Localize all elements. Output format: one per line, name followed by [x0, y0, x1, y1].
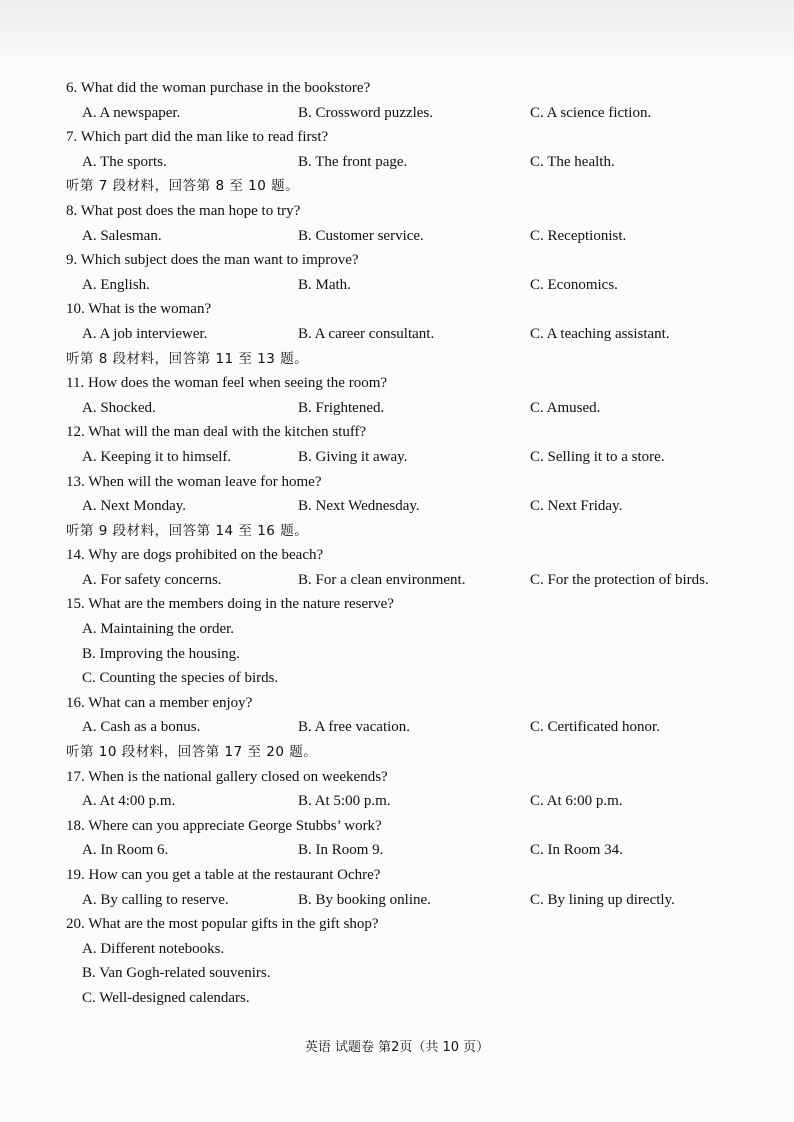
- options-row: [66, 494, 746, 519]
- options-row: [66, 888, 746, 913]
- question-stem: 9. Which subject does the man want to improve?: [66, 252, 359, 269]
- question-stem: 16. What can a member enjoy?: [66, 694, 253, 711]
- option-c: C. Selling it to a store.: [530, 448, 665, 465]
- option-b: B. Math.: [298, 276, 351, 293]
- option-b: B. The front page.: [298, 153, 408, 170]
- question-list: [66, 76, 746, 1011]
- option-c: C. A teaching assistant.: [530, 325, 670, 342]
- option-a: A. English.: [82, 276, 150, 293]
- option-b: B. In Room 9.: [298, 842, 384, 859]
- option-a: A. Next Monday.: [82, 498, 187, 515]
- option-c: C. Receptionist.: [530, 227, 627, 244]
- question-stem: 7. Which part did the man like to read first?: [66, 129, 329, 146]
- option-c: C. Certificated honor.: [530, 719, 660, 736]
- option-line: C. Well-designed calendars.: [82, 989, 250, 1006]
- option-a: A. Keeping it to himself.: [82, 448, 232, 465]
- options-row: [66, 568, 746, 593]
- option-c: C. A science fiction.: [530, 104, 652, 121]
- option-a: A. By calling to reserve.: [82, 891, 229, 908]
- option-b: B. A free vacation.: [298, 719, 411, 736]
- option-a: A. The sports.: [82, 153, 167, 170]
- question-stem: 17. When is the national gallery closed on weekends?: [66, 768, 388, 785]
- option-a: A. A newspaper.: [82, 104, 181, 121]
- section-instruction: 听第 9 段材料，回答第 14 至 16 题。: [66, 522, 309, 539]
- option-c: C. The health.: [530, 153, 615, 170]
- option-b: B. Crossword puzzles.: [298, 104, 433, 121]
- option-c: C. In Room 34.: [530, 842, 623, 859]
- options-row: [66, 101, 746, 126]
- scan-shadow: [0, 0, 794, 66]
- option-c: C. Amused.: [530, 399, 601, 416]
- question-stem: 11. How does the woman feel when seeing the room?: [66, 375, 388, 392]
- question-stem: 15. What are the members doing in the nature reserve?: [66, 596, 394, 613]
- options-row: [66, 273, 746, 298]
- option-a: A. At 4:00 p.m.: [82, 793, 176, 810]
- option-a: A. Shocked.: [82, 399, 156, 416]
- option-a: A. For safety concerns.: [82, 571, 222, 588]
- option-a: A. In Room 6.: [82, 842, 169, 859]
- question-stem: 20. What are the most popular gifts in the gift shop?: [66, 916, 379, 933]
- question-stem: 18. Where can you appreciate George Stubbs’ work?: [66, 817, 382, 834]
- option-b: B. For a clean environment.: [298, 571, 466, 588]
- option-c: C. For the protection of birds.: [530, 571, 709, 588]
- option-a: A. Salesman.: [82, 227, 162, 244]
- options-row: [66, 838, 746, 863]
- options-row: [66, 715, 746, 740]
- option-line: B. Improving the housing.: [82, 645, 240, 662]
- options-row: [66, 322, 746, 347]
- section-instruction: 听第 8 段材料，回答第 11 至 13 题。: [66, 350, 309, 367]
- option-line: A. Different notebooks.: [82, 940, 225, 957]
- section-instruction: 听第 10 段材料，回答第 17 至 20 题。: [66, 744, 318, 761]
- options-row: [66, 150, 746, 175]
- option-b: B. Giving it away.: [298, 448, 408, 465]
- option-b: B. By booking online.: [298, 891, 431, 908]
- option-c: C. Economics.: [530, 276, 618, 293]
- option-b: B. Next Wednesday.: [298, 498, 420, 515]
- option-line: A. Maintaining the order.: [82, 621, 235, 638]
- option-b: B. Frightened.: [298, 399, 385, 416]
- option-line: C. Counting the species of birds.: [82, 670, 279, 687]
- options-row: [66, 445, 746, 470]
- question-stem: 8. What post does the man hope to try?: [66, 202, 301, 219]
- question-stem: 13. When will the woman leave for home?: [66, 473, 322, 490]
- question-stem: 6. What did the woman purchase in the bookstore?: [66, 80, 371, 96]
- option-a: A. Cash as a bonus.: [82, 719, 201, 736]
- section-instruction: 听第 7 段材料，回答第 8 至 10 题。: [66, 178, 300, 195]
- page-footer: 英语 试题卷 第2页（共 10 页）: [304, 1040, 490, 1055]
- option-c: C. Next Friday.: [530, 498, 623, 515]
- option-b: B. A career consultant.: [298, 325, 435, 342]
- options-row: [66, 396, 746, 421]
- option-line: B. Van Gogh-related souvenirs.: [82, 965, 271, 982]
- question-stem: 10. What is the woman?: [66, 301, 212, 318]
- option-c: C. At 6:00 p.m.: [530, 793, 623, 810]
- question-stem: 14. Why are dogs prohibited on the beach?: [66, 547, 324, 564]
- option-b: B. At 5:00 p.m.: [298, 793, 391, 810]
- options-row: [66, 224, 746, 249]
- option-b: B. Customer service.: [298, 227, 424, 244]
- option-a: A. A job interviewer.: [82, 325, 208, 342]
- question-stem: 19. How can you get a table at the restaurant Ochre?: [66, 867, 381, 883]
- option-c: C. By lining up directly.: [530, 891, 675, 908]
- options-row: [66, 789, 746, 814]
- question-stem: 12. What will the man deal with the kitchen stuff?: [66, 424, 367, 441]
